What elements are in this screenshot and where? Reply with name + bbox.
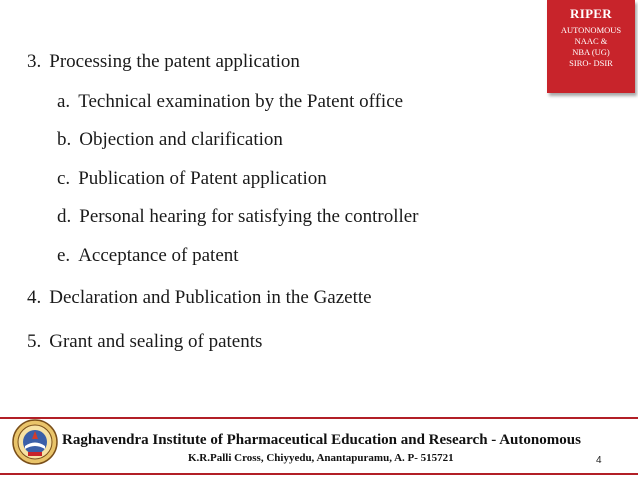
list-item-text: Technical examination by the Patent office — [78, 91, 404, 112]
list-item-number: 3. — [27, 51, 42, 72]
badge-line-siro: SIRO- DSIR — [569, 58, 613, 68]
badge-title: RIPER — [570, 6, 612, 21]
list-item-text: Personal hearing for satisfying the controller — [79, 206, 419, 227]
list-item-3e — [57, 245, 239, 267]
list-item-3 — [27, 51, 300, 73]
list-item-text: Objection and clarification — [79, 129, 283, 150]
list-item-text: Acceptance of patent — [78, 245, 239, 266]
list-item-text: Publication of Patent application — [78, 168, 327, 189]
list-item-4 — [27, 287, 372, 309]
list-item-text: Grant and sealing of patents — [49, 331, 263, 352]
list-item-number: e. — [57, 245, 71, 266]
page-number: 4 — [596, 455, 602, 466]
list-item-text: Processing the patent application — [49, 51, 300, 72]
list-item-number: b. — [57, 129, 72, 150]
list-item-3c — [57, 168, 327, 190]
list-item-number: d. — [57, 206, 72, 227]
footer-divider-bottom — [0, 473, 638, 475]
list-item-3d — [57, 206, 419, 228]
list-item-number: 5. — [27, 331, 42, 352]
footer-divider-top — [0, 417, 638, 419]
list-item-3b — [57, 129, 283, 151]
institute-logo-icon — [12, 419, 58, 465]
badge-line-autonomous: AUTONOMOUS — [560, 25, 622, 35]
list-item-number: c. — [57, 168, 71, 189]
riper-badge — [547, 0, 635, 93]
badge-line-naac: NAAC & — [574, 36, 608, 46]
list-item-3a — [57, 91, 403, 113]
list-item-5 — [27, 331, 262, 353]
institute-name: Raghavendra Institute of Pharmaceutical Education and Research - Autonomous — [62, 432, 581, 448]
list-item-text: Declaration and Publication in the Gazette — [49, 287, 372, 308]
badge-line-nba: NBA (UG) — [572, 47, 610, 57]
list-item-number: a. — [57, 91, 71, 112]
institute-address: K.R.Palli Cross, Chiyyedu, Anantapuramu, A. P- 515721 — [188, 452, 454, 464]
list-item-number: 4. — [27, 287, 42, 308]
